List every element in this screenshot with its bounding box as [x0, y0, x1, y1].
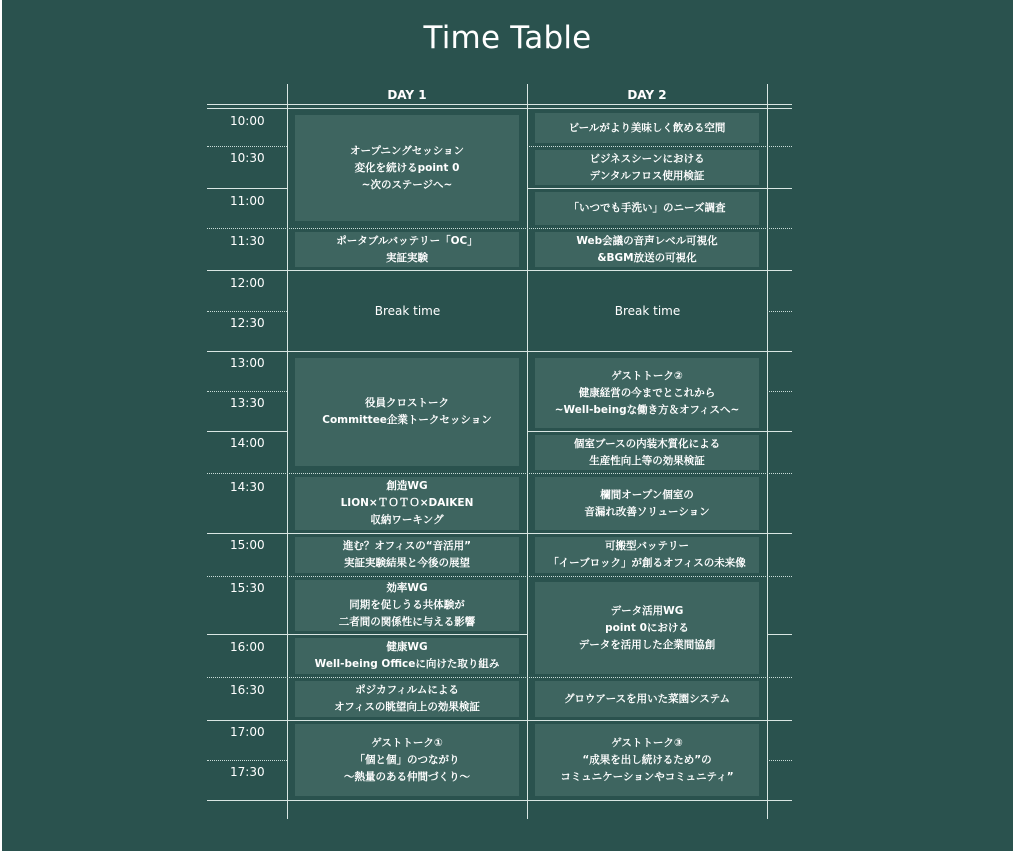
session-film[interactable]	[295, 681, 519, 717]
session-open-room[interactable]	[535, 477, 759, 530]
session-guest-talk-2[interactable]	[535, 358, 759, 428]
header-rule	[207, 104, 792, 105]
row-rule	[207, 720, 792, 721]
session-line: 欄間オープン個室の	[600, 488, 694, 501]
row-rule	[207, 351, 792, 352]
session-line: ポジカフィルムによる	[355, 684, 459, 696]
time-label: 15:00	[230, 538, 265, 552]
session-private-booth[interactable]	[535, 435, 759, 470]
time-label: 13:30	[230, 396, 265, 410]
page-title: Time Table	[423, 20, 592, 56]
session-health-wg[interactable]	[295, 638, 519, 674]
time-label: 16:30	[230, 683, 265, 697]
row-rule	[207, 760, 287, 761]
row-rule	[767, 634, 792, 635]
session-line: Web会議の音声レベル可視化	[576, 234, 718, 247]
session-line: 創造WG	[386, 480, 428, 492]
time-label: 15:30	[230, 581, 265, 595]
session-line: point 0における	[605, 621, 689, 634]
session-line: 生産性向上等の効果検証	[589, 454, 705, 467]
session-line: 効率WG	[386, 582, 428, 594]
row-rule	[767, 311, 792, 312]
row-rule	[207, 634, 527, 635]
session-creation-wg[interactable]	[295, 477, 519, 530]
day2-header: DAY 2	[627, 88, 667, 102]
session-line: ～熱量のある仲間づくり～	[344, 770, 470, 783]
session-line: ビールがより美味しく飲める空間	[568, 121, 726, 134]
row-rule	[207, 576, 792, 577]
session-line: 変化を続けるpoint 0	[354, 161, 460, 174]
row-rule	[207, 146, 287, 147]
session-line: グロウアースを用いた菜園システム	[563, 692, 731, 705]
session-line: 「いつでも手洗い」のニーズ調査	[568, 202, 726, 214]
session-line: 進む？オフィスの“音活用”	[342, 540, 472, 552]
session-line: 個室ブースの内装木質化による	[573, 437, 721, 450]
session-guest-talk-1[interactable]	[295, 724, 519, 796]
time-label: 14:00	[230, 436, 265, 450]
session-line: LION×ＴＯＴＯ×DAIKEN	[340, 497, 474, 509]
session-line: 健康経営の今までとこれから	[578, 386, 716, 399]
session-guest-talk-3[interactable]	[535, 724, 759, 796]
session-line: &BGM放送の可視化	[597, 251, 697, 264]
session-line: 「イーブロック」が創るオフィスの未来像	[548, 557, 746, 569]
session-line: 健康WG	[386, 641, 428, 653]
row-rule	[207, 270, 792, 271]
row-rule	[207, 677, 792, 678]
row-rule	[207, 533, 792, 534]
session-sound-utilization[interactable]	[295, 537, 519, 573]
session-portable-battery[interactable]	[295, 232, 519, 267]
session-line: 実証実験	[386, 251, 428, 264]
session-line: データを活用した企業間協創	[578, 638, 716, 651]
session-efficiency-wg[interactable]	[295, 580, 519, 631]
session-line: ビジネスシーンにおける	[589, 152, 705, 165]
session-line: 実証実験結果と今後の展望	[344, 557, 470, 569]
break-time-day1: Break time	[374, 304, 441, 318]
column-divider	[767, 84, 768, 819]
time-label: 10:30	[230, 151, 265, 165]
session-line: オープニングセッション	[349, 144, 465, 157]
session-line: 「個と個」のつながり	[354, 753, 460, 766]
session-line: コミュニケーションやコミュニティ”	[560, 770, 734, 783]
time-label: 13:00	[230, 356, 265, 370]
break-time-day2: Break time	[614, 304, 681, 318]
session-line: Committee企業トークセッション	[322, 414, 492, 426]
session-line: ~Well-beingな働き方＆オフィスへ~	[554, 403, 740, 416]
row-rule	[207, 228, 792, 229]
row-rule	[527, 431, 792, 432]
session-line: ゲストトーク①	[371, 736, 443, 749]
time-label: 10:00	[230, 114, 265, 128]
time-label: 16:00	[230, 640, 265, 654]
session-data-wg[interactable]	[535, 582, 759, 674]
time-label: 17:00	[230, 725, 265, 739]
row-rule	[207, 311, 287, 312]
day1-header: DAY 1	[387, 88, 427, 102]
session-grow-earth[interactable]	[535, 681, 759, 717]
column-divider	[287, 84, 288, 819]
session-line: 役員クロストーク	[365, 397, 449, 409]
session-line: “成果を出し続けるため”の	[582, 753, 712, 766]
session-line: ポータブルバッテリー「OC」	[336, 234, 478, 247]
row-rule	[527, 188, 792, 189]
session-line: 二者間の関係性に与える影響	[338, 616, 476, 628]
row-rule	[207, 188, 287, 189]
session-executive-talk[interactable]	[295, 358, 519, 466]
session-opening[interactable]	[295, 115, 519, 221]
session-line: Well-being Officeに向けた取り組み	[314, 658, 500, 670]
row-rule	[207, 391, 287, 392]
row-rule	[767, 760, 792, 761]
time-label: 12:30	[230, 316, 265, 330]
time-label: 12:00	[230, 276, 265, 290]
session-web-meeting[interactable]	[535, 232, 759, 267]
row-rule	[207, 800, 792, 801]
row-rule	[207, 431, 287, 432]
time-label: 17:30	[230, 765, 265, 779]
column-divider	[527, 84, 528, 819]
session-line: 同期を促しうる共体験が	[349, 599, 465, 611]
session-line: ゲストトーク③	[611, 736, 683, 749]
session-handwash[interactable]	[535, 192, 759, 225]
session-line: データ活用WG	[610, 604, 684, 617]
session-line: 音漏れ改善ソリューション	[584, 505, 710, 518]
session-line: オフィスの眺望向上の効果検証	[334, 701, 480, 713]
header-rule	[207, 108, 792, 109]
session-line: デンタルフロス使用検証	[589, 169, 705, 182]
timetable-panel	[2, 0, 1013, 851]
session-portable-battery-2[interactable]	[535, 537, 759, 573]
session-line: 収納ワーキング	[370, 514, 444, 526]
session-beer-space[interactable]	[535, 113, 759, 143]
session-line: 可搬型バッテリー	[605, 540, 689, 552]
row-rule	[767, 391, 792, 392]
row-rule	[207, 473, 792, 474]
time-label: 14:30	[230, 480, 265, 494]
row-rule	[527, 146, 792, 147]
session-line: ゲストトーク②	[611, 369, 683, 382]
time-label: 11:00	[230, 194, 265, 208]
session-line: ~次のステージへ~	[361, 178, 453, 191]
time-label: 11:30	[230, 234, 265, 248]
session-dental-floss[interactable]	[535, 150, 759, 185]
